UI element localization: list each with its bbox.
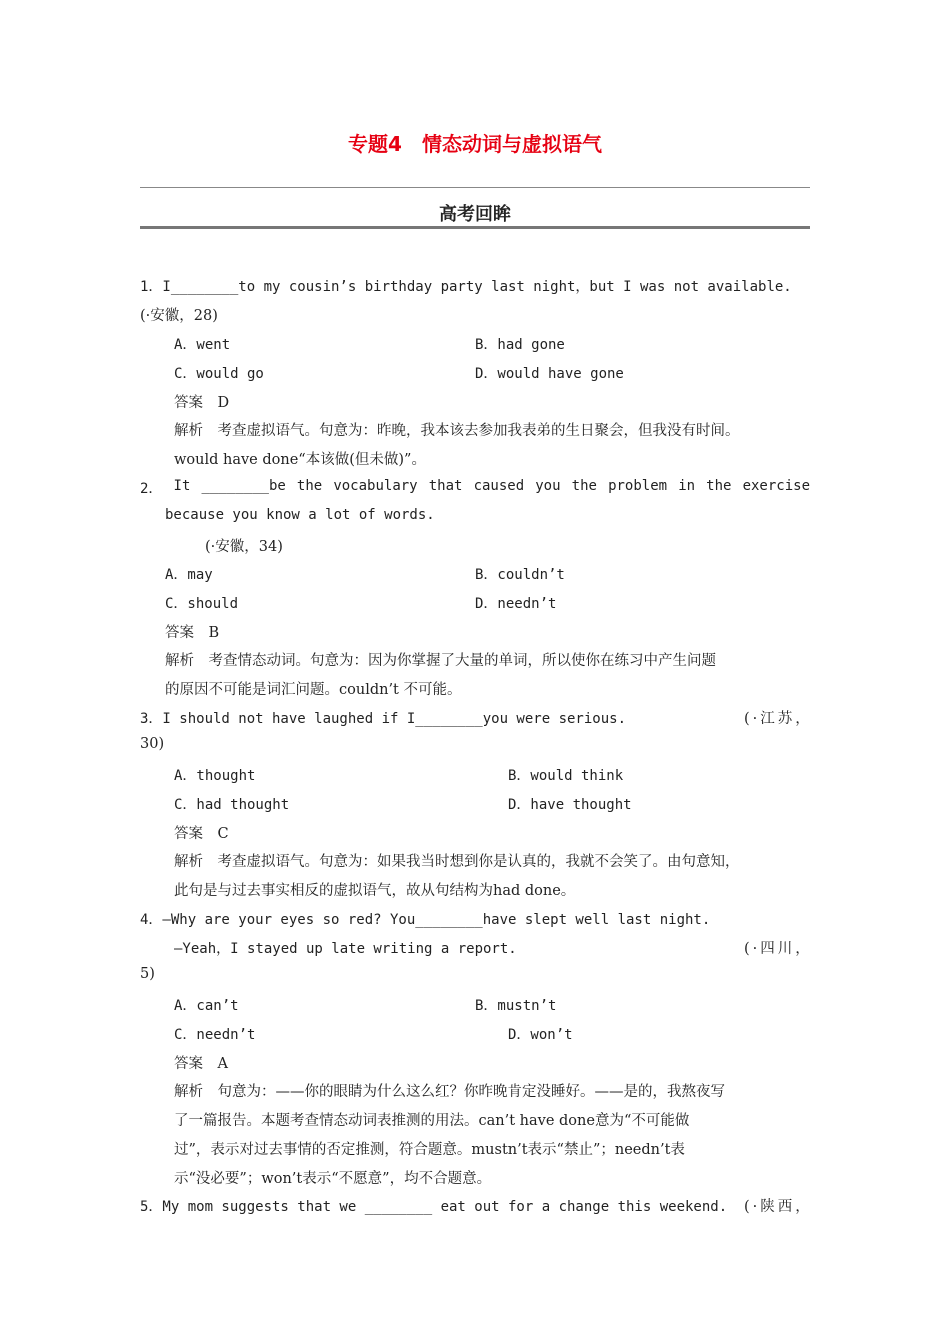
question-2-explanation-line-2: 的原因不可能是词汇问题。couldn’t 不可能。 <box>165 682 462 698</box>
question-3-option-d: D．have thought <box>508 797 632 813</box>
question-2-answer: 答案 B <box>165 625 220 641</box>
question-3-stem: 3．I should not have laughed if I________you were serious. <box>140 711 627 727</box>
question-2-option-c: C．should <box>165 596 239 612</box>
question-4-option-c: C．needn’t <box>174 1027 256 1043</box>
question-2-stem-line-2: because you know a lot of words. <box>165 507 435 523</box>
divider-bottom <box>140 226 810 229</box>
question-4-answer: 答案 A <box>174 1056 228 1072</box>
question-3-source: (·江苏， <box>744 711 813 727</box>
question-2-explanation-line-1: 解析 考查情态动词。句意为：因为你掌握了大量的单词，所以使你在练习中产生问题 <box>165 653 716 669</box>
stem-word: the <box>706 478 732 494</box>
question-4-source: (·四川， <box>744 941 813 957</box>
stem-word: 2． <box>140 481 163 497</box>
question-4-option-b: B．mustn’t <box>475 998 557 1014</box>
stem-word: the <box>296 478 323 494</box>
stem-word: problem <box>608 478 668 494</box>
question-2-stem <box>140 478 810 498</box>
question-4-option-d: D．won’t <box>508 1027 573 1043</box>
question-4-source-cont: 5) <box>140 966 155 982</box>
question-1-option-b: B．had gone <box>475 337 565 353</box>
stem-word: the <box>571 478 597 494</box>
page-title: 专题4 情态动词与虚拟语气 <box>348 132 602 156</box>
stem-word: ________be <box>201 478 286 494</box>
question-3-source-cont: 30) <box>140 736 165 752</box>
question-3-option-b: B．would think <box>508 768 624 784</box>
question-1-explanation-line-1: 解析 考查虚拟语气。句意为：昨晚，我本该去参加我表弟的生日聚会，但我没有时间。 <box>174 423 740 439</box>
section-heading: 高考回眸 <box>439 204 511 225</box>
stem-word: that <box>428 478 463 494</box>
question-4-explanation-line-1: 解析 句意为：——你的眼睛为什么这么红？你昨晚肯定没睡好。——是的，我熬夜写 <box>174 1084 725 1100</box>
question-3-explanation-line-2: 此句是与过去事实相反的虚拟语气，故从句结构为had done。 <box>174 883 576 899</box>
stem-word: caused <box>473 478 525 494</box>
question-1-option-d: D．would have gone <box>475 366 624 382</box>
question-2-source: (·安徽，34) <box>205 539 283 555</box>
question-2-option-d: D．needn’t <box>475 596 557 612</box>
stem-word: you <box>535 478 561 494</box>
question-1-option-a: A．went <box>174 337 231 353</box>
question-4-option-a: A．can’t <box>174 998 239 1014</box>
question-4-explanation-line-4: 示“没必要”；won’t表示“不愿意”，均不合题意。 <box>174 1171 492 1187</box>
question-4-stem-line-1: 4．—Why are your eyes so red? You________have slept well last night. <box>140 912 711 928</box>
question-4-stem-line-2: —Yeah，I stayed up late writing a report. <box>174 941 517 957</box>
question-1-stem: 1．I________to my cousin’s birthday party last night，but I was not available. <box>140 279 792 295</box>
question-5-stem: 5．My mom suggests that we ________ eat out for a change this weekend. <box>140 1199 728 1215</box>
question-3-option-c: C．had thought <box>174 797 290 813</box>
stem-word: in <box>678 478 696 494</box>
question-4-explanation-line-2: 了一篇报告。本题考查情态动词表推测的用法。can’t have done意为“不可能做 <box>174 1113 690 1129</box>
question-4-explanation-line-3: 过”，表示对过去事情的否定推测，符合题意。mustn’t表示“禁止”；needn’t表 <box>174 1142 685 1158</box>
question-1-answer: 答案 D <box>174 395 230 411</box>
stem-word: exercise <box>742 478 810 494</box>
question-3-option-a: A．thought <box>174 768 256 784</box>
stem-word: It <box>173 478 191 494</box>
question-2-option-b: B．couldn’t <box>475 567 565 583</box>
question-3-answer: 答案 C <box>174 826 229 842</box>
question-1-explanation-line-2: would have done“本该做(但未做)”。 <box>174 452 426 468</box>
question-1-source: (·安徽，28) <box>140 308 218 324</box>
question-5-source: (·陕西， <box>744 1199 813 1215</box>
stem-word: vocabulary <box>333 478 418 494</box>
divider-top <box>140 187 810 188</box>
question-3-explanation-line-1: 解析 考查虚拟语气。句意为：如果我当时想到你是认真的，我就不会笑了。由句意知， <box>174 854 740 870</box>
question-1-option-c: C．would go <box>174 366 264 382</box>
question-2-option-a: A．may <box>165 567 213 583</box>
